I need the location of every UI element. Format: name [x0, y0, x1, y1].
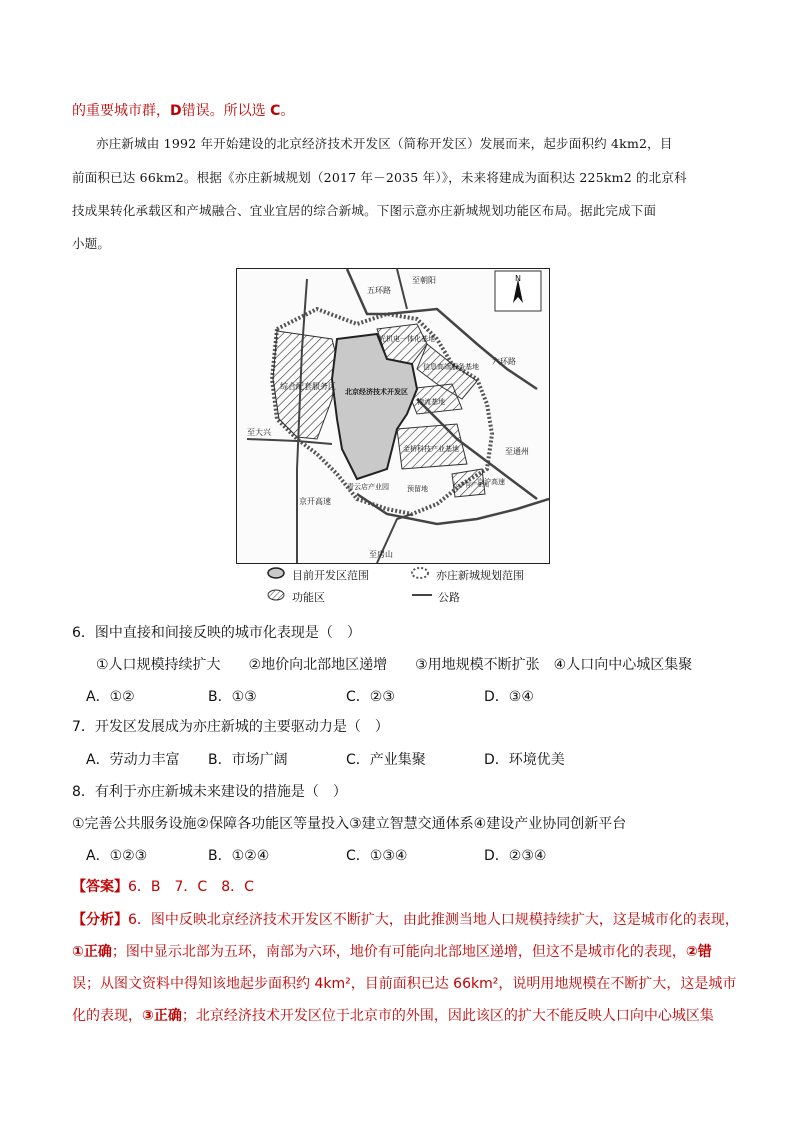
- passage-line-3: 技成果转化承载区和产城融合、宜业宜居的综合新城。下图示意亦庄新城规划功能区布局。据此完成下面: [72, 203, 657, 218]
- svg-text:长子营产业园: 长子营产业园: [453, 482, 490, 489]
- q6-stem: 6．图中直接和间接反映的城市化表现是（ ）: [72, 625, 361, 641]
- q8-option-c[interactable]: C．①③④: [346, 848, 408, 864]
- svg-text:至大兴: 至大兴: [247, 428, 271, 437]
- q6-option-a[interactable]: A．①②: [86, 689, 135, 705]
- legend-func-label: 功能区: [292, 591, 325, 604]
- analysis-line-2: ①正确；图中显示北部为五环，南部为六环，地价有可能向北部地区递增，但这不是城市化的表现，②错: [72, 944, 712, 960]
- legend-plan-label: 亦庄新城规划范围: [436, 569, 524, 582]
- answer-tag: 【答案】: [72, 879, 128, 895]
- q6-items: ①人口规模持续扩大 ②地价向北部地区递增 ③用地规模不断扩张 ④人口向中心城区集聚: [96, 657, 693, 673]
- road-liuhuan: [357, 494, 549, 524]
- passage-line-2: 前面积已达 66km2。根据《亦庄新城规划（2017 年－2035 年）》，未来将建成为面积达 225km2 的北京科: [72, 170, 687, 185]
- svg-text:N: N: [515, 274, 521, 283]
- answer-line: [72, 876, 254, 896]
- svg-text:物流基地: 物流基地: [417, 398, 445, 406]
- q8-items: ①完善公共服务设施②保障各功能区等量投入③建立智慧交通体系④建设产业协同创新平台: [72, 816, 627, 832]
- intro-line: 的重要城市群，D错误。所以选 C。: [72, 103, 295, 119]
- road-daxing: [247, 439, 332, 444]
- q6-option-b[interactable]: B．①③: [208, 689, 257, 705]
- legend-road-label: 公路: [438, 591, 460, 604]
- q8-option-b[interactable]: B．①②④: [208, 848, 270, 864]
- q7-option-c[interactable]: C．产业集聚: [346, 752, 426, 768]
- analysis-line-4: 化的表现，③正确；北京经济技术开发区位于北京市的外围，因此该区的扩大不能反映人口向中心城区集: [72, 1008, 714, 1024]
- svg-text:预留地: 预留地: [407, 485, 428, 493]
- q7-stem: 7．开发区发展成为亦庄新城的主要驱动力是（ ）: [72, 719, 389, 735]
- svg-text:综合配套服务区: 综合配套服务区: [280, 382, 336, 391]
- passage-line-4: 小题。: [72, 236, 111, 251]
- planning-map: [236, 268, 550, 564]
- legend-plan-swatch: [410, 566, 430, 580]
- svg-text:京开高速: 京开高速: [299, 497, 331, 506]
- legend-func-swatch: [266, 588, 286, 602]
- svg-text:京沪高速: 京沪高速: [477, 478, 505, 486]
- svg-text:五环路: 五环路: [367, 286, 391, 295]
- q8-stem: 8．有利于亦庄新城未来建设的措施是（ ）: [72, 784, 347, 800]
- svg-text:青云店产业园: 青云店产业园: [347, 483, 389, 491]
- legend-current-label: 目前开发区范围: [292, 569, 369, 582]
- svg-text:至房山: 至房山: [369, 550, 393, 559]
- q7-option-b[interactable]: B．市场广阔: [208, 752, 288, 768]
- q7-option-a[interactable]: A．劳动力丰富: [86, 752, 180, 768]
- q6-option-c[interactable]: C．②③: [346, 689, 395, 705]
- svg-text:至朝阳: 至朝阳: [412, 276, 436, 285]
- legend-road-swatch: [410, 588, 434, 602]
- analysis-line-1: 【分析】6．图中反映北京经济技术开发区不断扩大，由此推测当地人口规模持续扩大，这是城市化的表现，: [72, 912, 739, 928]
- svg-text:光机电一体化基地: 光机电一体化基地: [379, 335, 435, 343]
- answer-text: 6．B 7．C 8．C: [128, 879, 254, 895]
- analysis-line-3: 误；从图文资料中得知该地起步面积约 4km²，目前面积已达 66km²，说明用地规模在不断扩大，这是城市: [72, 976, 737, 992]
- svg-text:六环路: 六环路: [492, 357, 516, 366]
- legend-current-swatch: [266, 566, 286, 580]
- svg-text:信息高端服务基地: 信息高端服务基地: [423, 363, 479, 371]
- svg-text:北京经济技术开发区: 北京经济技术开发区: [345, 388, 408, 396]
- q7-option-d[interactable]: D．环境优美: [484, 752, 565, 768]
- q8-option-d[interactable]: D．②③④: [484, 848, 547, 864]
- q6-option-d[interactable]: D．③④: [484, 689, 534, 705]
- map-svg: [237, 269, 549, 563]
- svg-text:金桥科技产业基地: 金桥科技产业基地: [403, 445, 459, 453]
- analysis-tag: 【分析】: [72, 912, 128, 928]
- road-north: [397, 269, 407, 309]
- q8-option-a[interactable]: A．①②③: [86, 848, 148, 864]
- passage-line-1: 亦庄新城由 1992 年开始建设的北京经济技术开发区（简称开发区）发展而来，起步面积约 4km2，目: [96, 136, 673, 151]
- svg-text:至通州: 至通州: [505, 447, 529, 456]
